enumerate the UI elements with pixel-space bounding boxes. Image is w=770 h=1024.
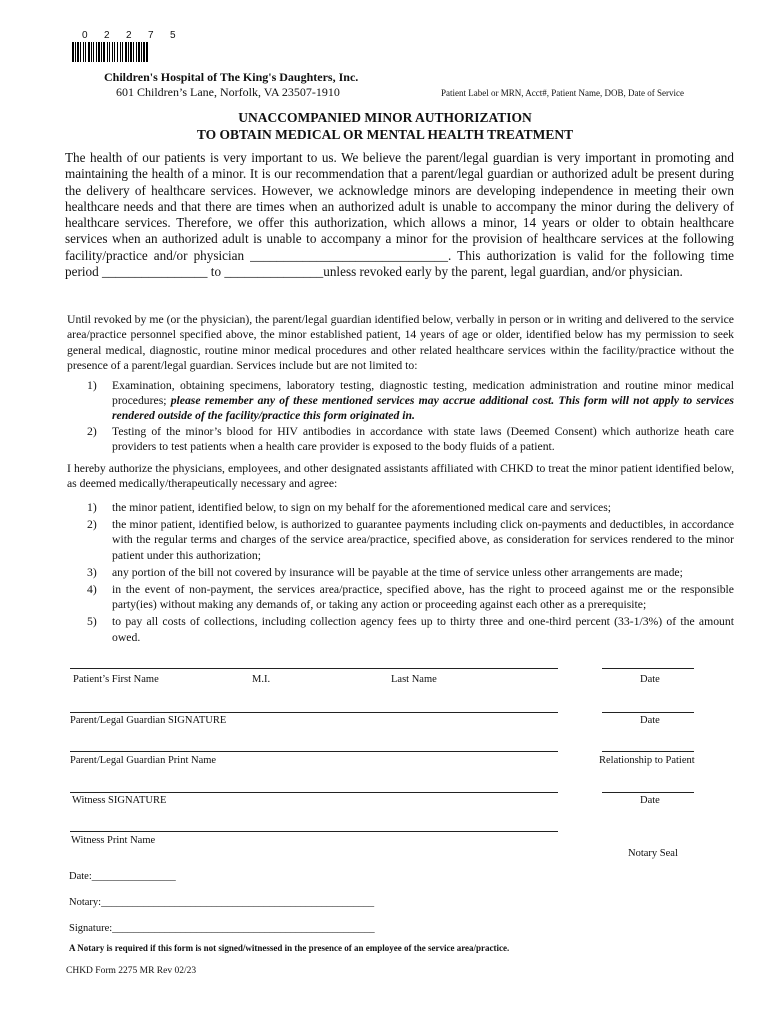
guardian-signature-line[interactable] — [70, 712, 558, 713]
date-label: Date — [640, 795, 660, 806]
item-number: 2) — [87, 424, 97, 438]
notary-name-field[interactable]: Notary:____________________________________________________ — [69, 897, 375, 908]
barcode-digit: 5 — [170, 30, 176, 41]
form-subtitle: TO OBTAIN MEDICAL OR MENTAL HEALTH TREATMENT — [196, 127, 574, 142]
revocation-paragraph: Until revoked by me (or the physician), the parent/legal guardian identified below, verbally in person or in writing and delivered to the service area/practice personnel specified above, the minor established patient, 14 years of age or older, identified below has my permission to seek general medical, diagnostic, routine minor medical procedures and other related healthcare services within the facility/practice without the presence of a parent/legal guardian. Services include but are not limited to: — [67, 313, 734, 373]
list-item — [67, 378, 734, 424]
item-number: 5) — [87, 615, 97, 629]
list-item — [67, 517, 734, 563]
list-item — [67, 565, 734, 580]
notary-signature-field[interactable]: Signature:__________________________________________________ — [69, 923, 375, 934]
item-text: Examination, obtaining specimens, laboratory testing, diagnostic testing, medication administration and routine minor medical procedures; — [112, 379, 734, 408]
patient-first-name-label: Patient’s First Name — [73, 674, 159, 685]
intro-paragraph: The health of our patients is very important to us. We believe the parent/legal guardian is very important in promoting and maintaining the health of a minor. It is our recommendation that a parent/legal guardian or authorized adult be present during the delivery of healthcare services. However, we acknowledge minors are developing independence in meeting their own healthcare needs and that there are times when an authorized adult is unable to accompany the minor during the delivery of healthcare services. Therefore, we offer this authorization, which allows a minor, 14 years or older to obtain healthcare services when an authorized adult is unable to accompany a minor for the provision of healthcare services at the following facility/practice and/or physician ______________________________. This authorization is valid for the following time period ________________ to _______________unless revoked early by the parent, legal guardian, and/or physician. — [65, 150, 734, 280]
item-number: 1) — [87, 501, 97, 514]
date-line[interactable] — [602, 792, 694, 793]
guardian-signature-label: Parent/Legal Guardian SIGNATURE — [70, 715, 227, 726]
list-item — [67, 614, 734, 644]
witness-signature-label: Witness SIGNATURE — [72, 795, 167, 806]
date-line[interactable] — [602, 712, 694, 713]
item-text: to pay all costs of collections, including collection agency fees up to thirty three and one-third percent (33-1/3%) of the amount owed. — [112, 615, 734, 644]
item-text: any portion of the bill not covered by insurance will be payable at the time of service unless other arrangements are made; — [112, 565, 683, 579]
item-emphasis: please remember any of these mentioned services may accrue additional cost. This form will not apply to services rendered outside of the facility/practice this form originated in. — [112, 394, 734, 423]
date-label: Date — [640, 715, 660, 726]
barcode-digit: 0 — [82, 30, 88, 41]
date-line[interactable] — [602, 668, 694, 669]
list-item — [67, 424, 734, 454]
patient-label-area: Patient Label or MRN, Acct#, Patient Name, DOB, Date of Service — [441, 88, 684, 98]
item-text: the minor patient, identified below, is authorized to guarantee payments including click on-payments and deductibles, in accordance with the regular terms and charges of the service area/practice, specified above, as consideration for services rendered to the minor patient under this authorization; — [112, 518, 734, 562]
barcode-digit: 2 — [126, 30, 132, 41]
notary-seal-label: Notary Seal — [628, 848, 678, 859]
item-number: 4) — [87, 583, 97, 597]
services-list — [67, 378, 734, 454]
witness-signature-line[interactable] — [70, 792, 558, 793]
list-item — [67, 582, 734, 612]
barcode-digit: 2 — [104, 30, 110, 41]
item-number: 3) — [87, 565, 97, 579]
item-text: Testing of the minor’s blood for HIV antibodies in accordance with state laws (Deemed Consent) which authorize heath care providers to test patients when a health care provider is exposed to the body fluids of a patient. — [112, 424, 734, 453]
item-number: 1) — [87, 379, 97, 392]
last-name-label: Last Name — [391, 674, 437, 685]
notary-date-field[interactable]: Date:________________ — [69, 871, 176, 882]
guardian-print-name-line[interactable] — [70, 751, 558, 752]
relationship-line[interactable] — [602, 751, 694, 752]
authorization-paragraph: I hereby authorize the physicians, employees, and other designated assistants affiliated with CHKD to treat the minor patient identified below, as deemed medically/therapeutically necessary and agree: — [67, 462, 734, 491]
form-number: CHKD Form 2275 MR Rev 02/23 — [66, 966, 197, 976]
middle-initial-label: M.I. — [252, 674, 271, 685]
list-item — [67, 500, 734, 515]
guardian-print-name-label: Parent/Legal Guardian Print Name — [70, 755, 217, 766]
barcode — [72, 30, 184, 62]
form-title: UNACCOMPANIED MINOR AUTHORIZATION — [238, 110, 532, 125]
date-label: Date — [640, 674, 660, 685]
hospital-name: Children's Hospital of The King's Daughters, Inc. — [104, 70, 359, 84]
agreements-list — [67, 500, 734, 645]
witness-print-name-line[interactable] — [70, 831, 558, 832]
barcode-icon — [72, 42, 184, 62]
barcode-digit: 7 — [148, 30, 154, 41]
item-number: 2) — [87, 518, 97, 532]
hospital-address: 601 Children’s Lane, Norfolk, VA 23507-1910 — [116, 85, 340, 99]
item-text: the minor patient, identified below, to sign on my behalf for the aforementioned medical care and services; — [112, 501, 612, 514]
relationship-label: Relationship to Patient — [599, 755, 695, 766]
patient-name-line[interactable] — [70, 668, 558, 669]
notary-requirement-note: A Notary is required if this form is not signed/witnessed in the presence of an employee of the service area/practice. — [69, 943, 510, 953]
witness-print-name-label: Witness Print Name — [71, 835, 156, 846]
item-text: in the event of non-payment, the services area/practice, specified above, has the right to proceed against me or the responsible party(ies) without making any demands of, or taking any action or proceeding against each other as a prerequisite; — [112, 583, 734, 612]
